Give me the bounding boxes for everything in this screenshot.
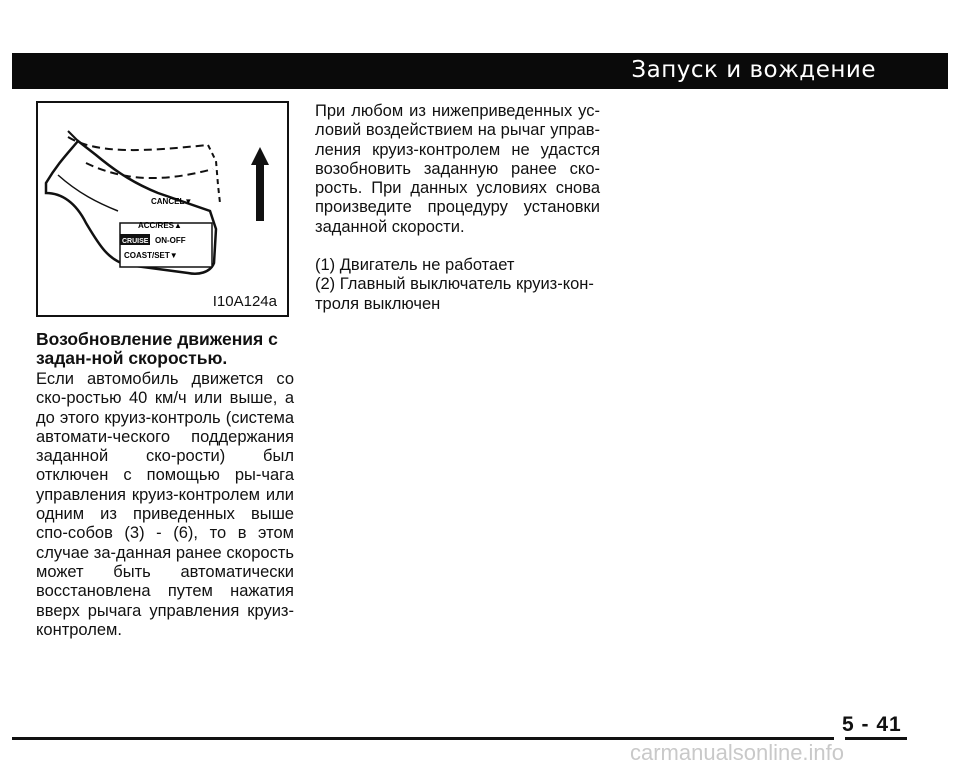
cruise-label: CRUISE bbox=[122, 238, 149, 245]
up-arrow-icon bbox=[251, 147, 269, 221]
figure-code: I10A124a bbox=[212, 293, 277, 310]
on-off-label: ON-OFF bbox=[155, 236, 186, 245]
list-item: (2) Главный выключатель круиз-кон-троля выключен bbox=[315, 275, 594, 313]
cruise-control-lever-figure bbox=[36, 101, 289, 317]
conditions-paragraph: При любом из нижеприведенных ус-ловий воздействием на рычаг управ-ления круиз-контролем не удастся возобновить заданную ранее ско-рость. При данных условиях снова произведите процедуру установки заданной скорости. bbox=[315, 102, 600, 236]
lever-illustration bbox=[38, 103, 287, 315]
conditions-list bbox=[315, 256, 600, 314]
resume-speed-paragraph: Если автомобиль движется со ско-ростью 40 км/ч или выше, а до этого круиз-контроль (система автомати-ческого поддержания заданной ско-рости) был отключен с помощью ры-чага управления круиз-контролем или одним из приведенных выше спо-собов (3) - (6), то в этом случае за-данная ранее скорость может быть автоматически восстановлена путем нажатия вверх рычага управления круиз-контролем. bbox=[36, 370, 294, 639]
coast-set-label: COAST/SET▼ bbox=[124, 251, 178, 260]
list-item: (1) Двигатель не работает bbox=[315, 256, 515, 274]
watermark: carmanualsonline.info bbox=[630, 740, 845, 765]
page-number: 5 - 41 bbox=[842, 713, 902, 736]
section-heading: Возобновление движения с задан-ной скоростью. bbox=[36, 329, 278, 368]
section-title: Запуск и вождение bbox=[631, 57, 876, 83]
cruise-button-icon bbox=[120, 234, 150, 245]
footer-rule-short bbox=[845, 737, 907, 740]
cancel-label: CANCEL▼ bbox=[151, 197, 193, 206]
acc-res-label: ACC/RES▲ bbox=[138, 221, 182, 230]
section-header-bar bbox=[12, 53, 948, 89]
